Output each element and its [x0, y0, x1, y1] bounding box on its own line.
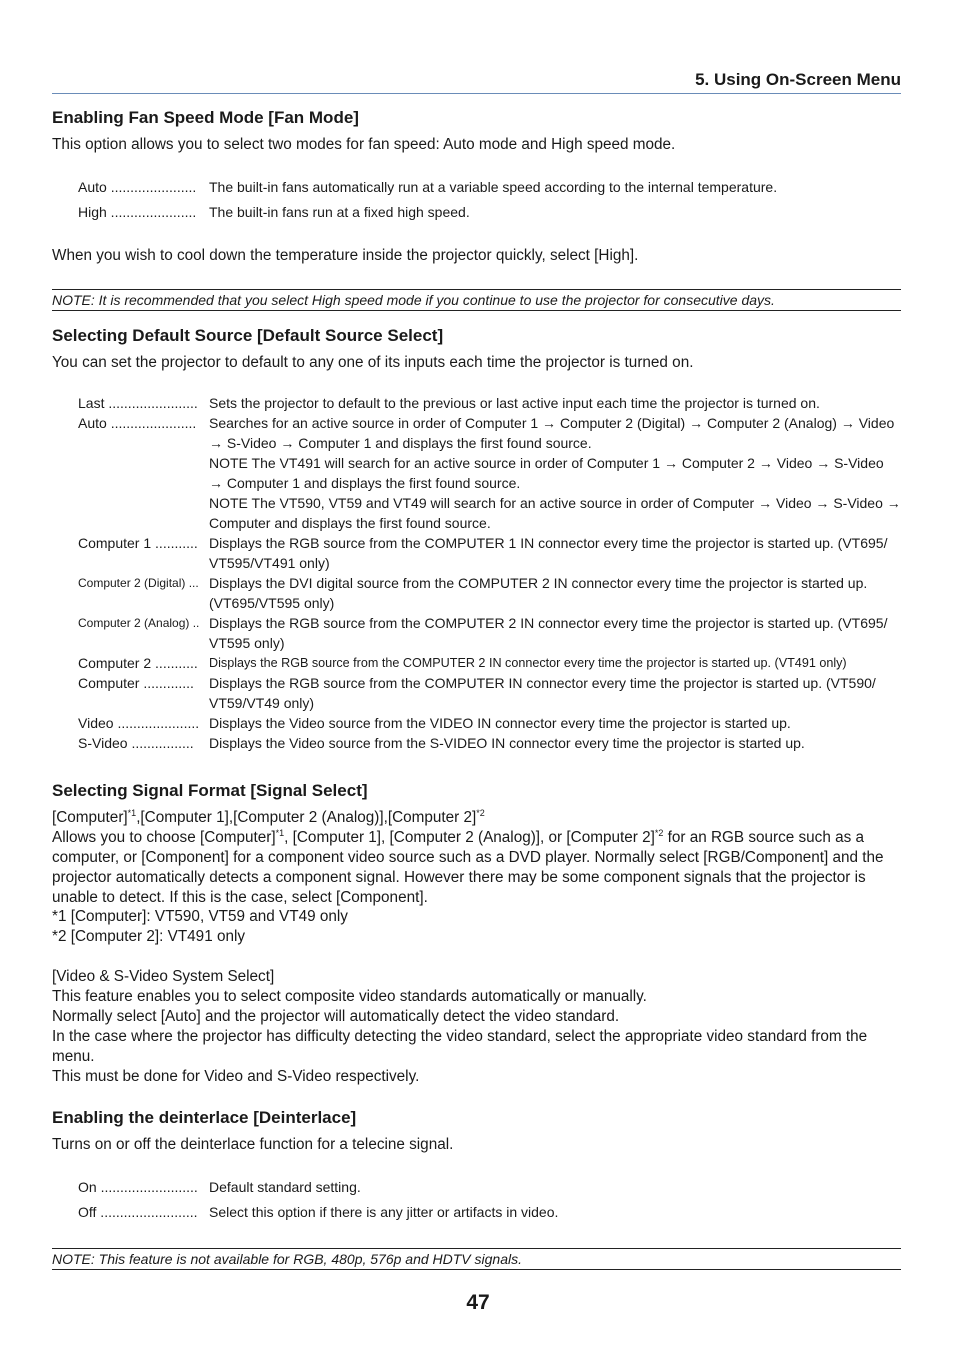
definition-row — [78, 713, 901, 733]
deinterlace-intro: Turns on or off the deinterlace function for a telecine signal. — [52, 1136, 454, 1153]
definition-row — [78, 393, 901, 413]
option-term: Computer ............. — [78, 675, 194, 691]
footnote-marker: *1 — [275, 827, 285, 838]
option-description: Displays the RGB source from the COMPUTER IN connector every time the projector is started up. (VT590/ VT59/VT49 only) — [209, 675, 876, 711]
video-system-line: Normally select [Auto] and the projector will automatically detect the video standard. — [52, 1008, 620, 1025]
video-system-line: This must be done for Video and S-Video respectively. — [52, 1068, 420, 1085]
header-rule — [52, 93, 901, 94]
option-term: High ...................... — [78, 204, 197, 220]
definition-row — [78, 200, 901, 225]
footnote-1: *1 [Computer]: VT590, VT59 and VT49 only — [52, 908, 348, 925]
definition-row — [78, 413, 901, 453]
definition-row — [78, 1200, 901, 1225]
default-source-options — [78, 393, 901, 753]
page-number: 47 — [466, 1291, 490, 1314]
fan-mode-after: When you wish to cool down the temperature inside the projector quickly, select [High]. — [52, 247, 639, 264]
section-header: 5. Using On-Screen Menu — [695, 70, 901, 89]
deinterlace-note: NOTE: This feature is not available for RGB, 480p, 576p and HDTV signals. — [52, 1248, 901, 1270]
video-system-line: In the case where the projector has difficulty detecting the video standard, select the appropriate video standard from the menu. — [52, 1028, 868, 1065]
option-description: Displays the Video source from the VIDEO IN connector every time the projector is started up. — [209, 715, 791, 731]
option-term: Off ......................... — [78, 1204, 198, 1220]
footnote-marker: *1 — [127, 807, 137, 818]
option-term — [78, 453, 209, 493]
signal-select-heading: Selecting Signal Format [Signal Select] — [52, 781, 368, 800]
option-term: Video ..................... — [78, 715, 200, 731]
option-description: The built-in fans run at a fixed high speed. — [209, 204, 470, 220]
option-term: Last ....................... — [78, 395, 198, 411]
default-source-intro: You can set the projector to default to any one of its inputs each time the projector is turned on. — [52, 354, 694, 371]
text-fragment: for an RGB source such as a computer, or [Component] for a component video source such as a DVD player. Normally select [RGB/Component] and the projector automatically detects a component signal. However there may be some component signals that the projector is unable to detect. If this is the case, select [Component]. — [52, 829, 884, 906]
option-term: Auto ...................... — [78, 415, 197, 431]
definition-row — [78, 733, 901, 753]
option-description: Searches for an active source in order of Computer 1 → Computer 2 (Digital) → Computer 2 (Analog) → Video → S-Video → Computer 1 and displays the first found source. — [209, 415, 895, 451]
video-system-line: This feature enables you to select composite video standards automatically or manually. — [52, 988, 647, 1005]
definition-row — [78, 533, 901, 573]
text-fragment: [Computer] — [52, 809, 128, 826]
option-description: Displays the Video source from the S-VIDEO IN connector every time the projector is started up. — [209, 735, 805, 751]
option-term — [78, 493, 209, 533]
definition-row — [78, 453, 901, 493]
text-fragment: ,[Computer 1],[Computer 2 (Analog)],[Computer 2] — [136, 809, 477, 826]
signal-select-description — [52, 828, 902, 908]
option-description: Default standard setting. — [209, 1179, 361, 1195]
definition-row — [78, 613, 901, 653]
definition-row — [78, 493, 901, 533]
text-fragment: , [Computer 1], [Computer 2 (Analog)], or [Computer 2] — [284, 829, 655, 846]
fan-mode-note: NOTE: It is recommended that you select High speed mode if you continue to use the projector for consecutive days. — [52, 289, 901, 311]
definition-row — [78, 673, 901, 713]
option-description: Displays the RGB source from the COMPUTER 2 IN connector every time the projector is started up. (VT491 only) — [209, 656, 847, 670]
footnote-marker: *2 — [654, 827, 664, 838]
option-description: Displays the RGB source from the COMPUTER 2 IN connector every time the projector is started up. (VT695/ VT595 only) — [209, 615, 888, 651]
page-footer — [0, 1291, 954, 1315]
default-source-heading: Selecting Default Source [Default Source Select] — [52, 326, 444, 345]
definition-row — [78, 175, 901, 200]
option-term: Computer 1 ........... — [78, 535, 198, 551]
option-term: On ......................... — [78, 1179, 198, 1195]
definition-row — [78, 1175, 901, 1200]
option-description: Select this option if there is any jitter or artifacts in video. — [209, 1204, 559, 1220]
footnote-marker: *2 — [476, 807, 485, 818]
option-description: Displays the DVI digital source from the COMPUTER 2 IN connector every time the projector is started up. (VT695/VT595 only) — [209, 575, 868, 611]
footnote-2: *2 [Computer 2]: VT491 only — [52, 928, 246, 945]
option-description: Displays the RGB source from the COMPUTER 1 IN connector every time the projector is started up. (VT695/ VT595/VT491 only) — [209, 535, 888, 571]
option-term: Computer 2 (Digital) ... — [78, 576, 199, 590]
deinterlace-options — [78, 1175, 901, 1225]
definition-row — [78, 653, 901, 673]
fan-mode-options — [78, 175, 901, 225]
option-note: NOTE The VT590, VT59 and VT49 will search for an active source in order of Computer → Video → S-Video → Computer and displays the first found source. — [209, 495, 901, 531]
video-system-title: [Video & S-Video System Select] — [52, 968, 275, 985]
option-note: NOTE The VT491 will search for an active source in order of Computer 1 → Computer 2 → Video → S-Video → Computer 1 and displays the first found source. — [209, 455, 884, 491]
option-description: The built-in fans automatically run at a variable speed according to the internal temperature. — [209, 179, 778, 195]
fan-mode-heading: Enabling Fan Speed Mode [Fan Mode] — [52, 108, 359, 127]
signal-select-options-line — [52, 808, 902, 828]
option-term: S-Video ................ — [78, 735, 194, 751]
definition-row — [78, 573, 901, 613]
option-term: Computer 2 ........... — [78, 655, 198, 671]
option-term: Auto ...................... — [78, 179, 197, 195]
text-fragment: Allows you to choose [Computer] — [52, 829, 276, 846]
option-term: Computer 2 (Analog) .. — [78, 616, 200, 630]
option-description: Sets the projector to default to the previous or last active input each time the projector is turned on. — [209, 395, 820, 411]
fan-mode-intro: This option allows you to select two modes for fan speed: Auto mode and High speed mode. — [52, 136, 676, 153]
deinterlace-heading: Enabling the deinterlace [Deinterlace] — [52, 1108, 357, 1127]
